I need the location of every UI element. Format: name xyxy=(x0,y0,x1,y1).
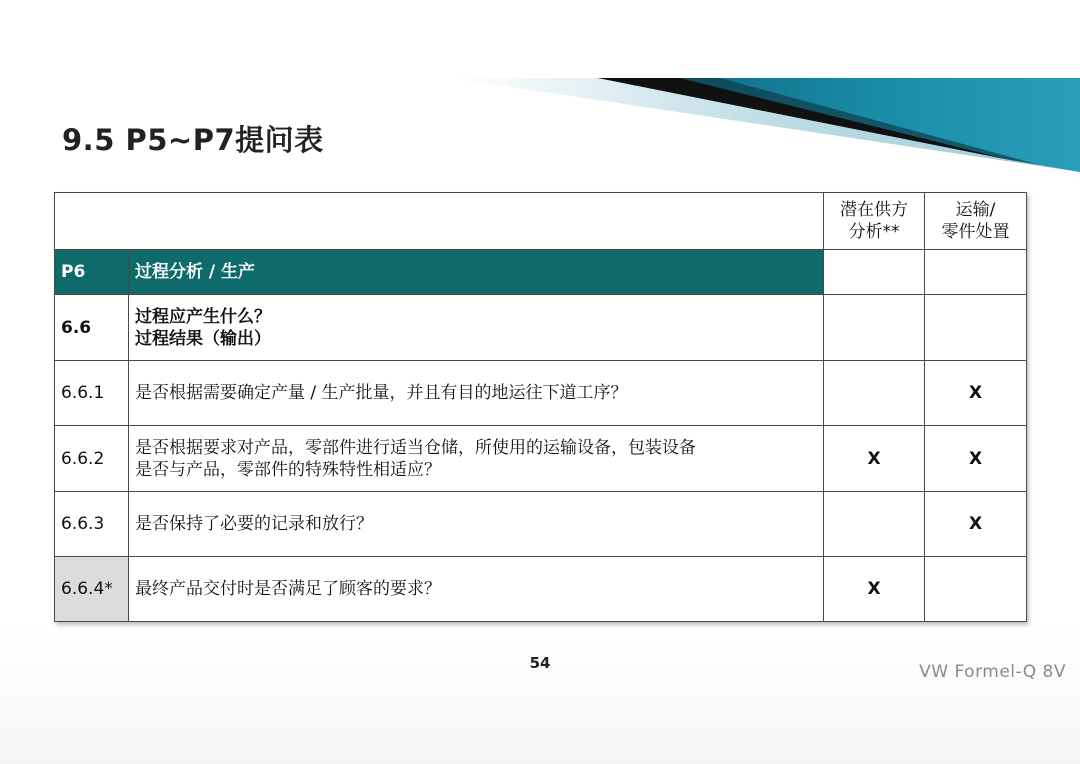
row-question: 是否保持了必要的记录和放行？ xyxy=(129,492,824,557)
group-id: 6.6 xyxy=(55,295,129,361)
table-row xyxy=(55,361,1027,426)
mark-transport: X xyxy=(925,426,1027,492)
empty-cell xyxy=(824,250,925,295)
row-question: 是否根据要求对产品，零部件进行适当仓储，所使用的运输设备，包装设备 是否与产品，零部件的特殊特性相适应？ xyxy=(129,426,824,492)
header-blank-cell xyxy=(55,193,824,250)
slide-title: 9.5 P5~P7提问表 xyxy=(62,123,324,157)
empty-cell xyxy=(925,250,1027,295)
col-header-transport: 运输/ 零件处置 xyxy=(925,193,1027,250)
mark-transport: X xyxy=(925,492,1027,557)
row-id: 6.6.3 xyxy=(55,492,129,557)
mark-supplier-analysis xyxy=(824,361,925,426)
row-id: 6.6.4* xyxy=(55,557,129,622)
section-title: 过程分析 / 生产 xyxy=(129,250,824,295)
section-id: P6 xyxy=(55,250,129,295)
row-id: 6.6.1 xyxy=(55,361,129,426)
table-row xyxy=(55,492,1027,557)
mark-transport: X xyxy=(925,361,1027,426)
row-question: 最终产品交付时是否满足了顾客的要求？ xyxy=(129,557,824,622)
table-row xyxy=(55,426,1027,492)
row-id: 6.6.2 xyxy=(55,426,129,492)
table-header-row xyxy=(55,193,1027,250)
mark-supplier-analysis: X xyxy=(824,557,925,622)
group-question: 过程应产生什么？ 过程结果（输出） xyxy=(129,295,824,361)
mark-supplier-analysis: X xyxy=(824,426,925,492)
background-fade xyxy=(0,624,1080,764)
question-table xyxy=(54,192,1027,622)
table-row xyxy=(55,557,1027,622)
row-question: 是否根据需要确定产量 / 生产批量，并且有目的地运往下道工序？ xyxy=(129,361,824,426)
mark-supplier-analysis xyxy=(824,492,925,557)
col-header-supplier-analysis: 潜在供方 分析** xyxy=(824,193,925,250)
section-row xyxy=(55,250,1027,295)
empty-cell xyxy=(925,295,1027,361)
empty-cell xyxy=(824,295,925,361)
mark-transport xyxy=(925,557,1027,622)
page-number: 54 xyxy=(529,654,551,672)
header-swoosh-graphic xyxy=(0,0,1080,200)
group-row xyxy=(55,295,1027,361)
footer-label: VW Formel-Q 8V xyxy=(919,662,1066,682)
